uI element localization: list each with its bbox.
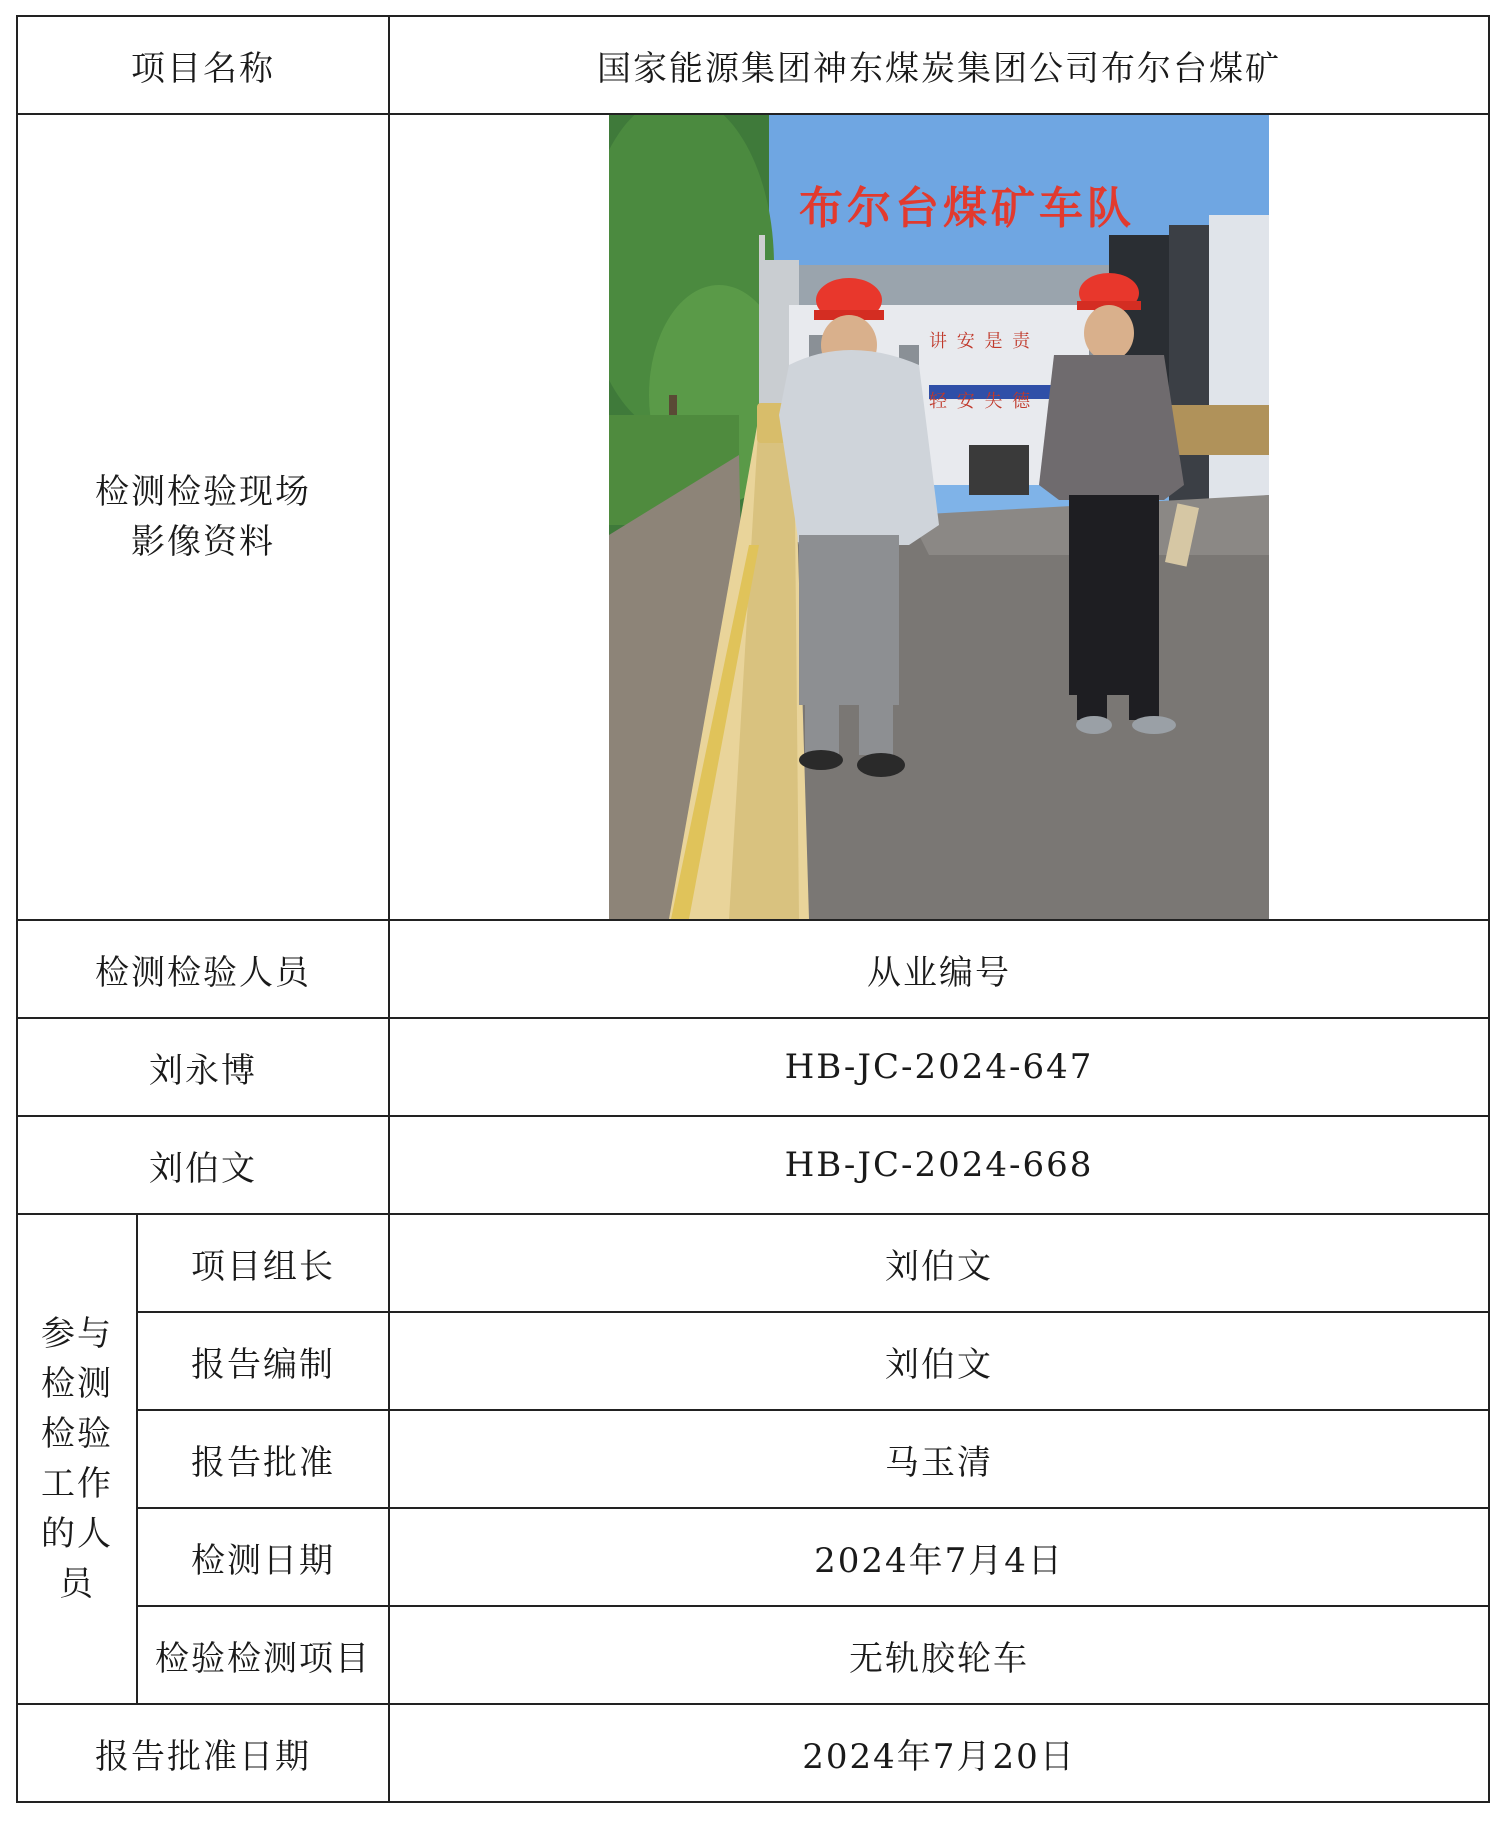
site-photo (609, 115, 1269, 919)
participant-row (17, 1214, 1489, 1312)
participant-value: 刘伯文 (389, 1214, 1489, 1312)
participant-role: 报告批准 (137, 1410, 389, 1508)
inspector-row (17, 1116, 1489, 1214)
gate-sign-text: 布尔台煤矿车队 (799, 183, 1135, 234)
site-photo-cell (389, 114, 1489, 920)
wall-slogan-bottom: 轻 安 失 德 (929, 391, 1033, 412)
photo-label-line2: 影像资料 (131, 522, 275, 562)
report-table (16, 15, 1490, 1803)
photo-label-cell (17, 114, 389, 920)
photo-row (17, 114, 1489, 920)
participant-row (17, 1312, 1489, 1410)
inspector-row (17, 1018, 1489, 1116)
participant-row (17, 1508, 1489, 1606)
project-name-label: 项目名称 (17, 16, 389, 114)
inspector-name: 刘永博 (17, 1018, 389, 1116)
project-row (17, 16, 1489, 114)
participant-role: 检测日期 (137, 1508, 389, 1606)
participant-role: 报告编制 (137, 1312, 389, 1410)
personnel-header-label: 检测检验人员 (17, 920, 389, 1018)
participant-row (17, 1410, 1489, 1508)
photo-label-line1: 检测检验现场 (95, 472, 311, 512)
group-label-line: 员 (59, 1564, 95, 1604)
project-name-value: 国家能源集团神东煤炭集团公司布尔台煤矿 (389, 16, 1489, 114)
inspector-name: 刘伯文 (17, 1116, 389, 1214)
group-label-line: 检测 (41, 1364, 113, 1404)
participant-role: 项目组长 (137, 1214, 389, 1312)
participants-group-label (17, 1214, 137, 1704)
wall-slogan-top: 讲 安 是 责 (929, 331, 1033, 352)
group-label-line: 的人 (41, 1514, 113, 1554)
approval-date-value: 2024年7月20日 (389, 1704, 1489, 1802)
personnel-header-row (17, 920, 1489, 1018)
participant-role: 检验检测项目 (137, 1606, 389, 1704)
approval-date-label: 报告批准日期 (17, 1704, 389, 1802)
participant-value: 无轨胶轮车 (389, 1606, 1489, 1704)
participant-value: 刘伯文 (389, 1312, 1489, 1410)
group-label-line: 工作 (41, 1464, 113, 1504)
participant-row (17, 1606, 1489, 1704)
inspector-id: HB-JC-2024-668 (389, 1116, 1489, 1214)
group-label-line: 参与 (41, 1314, 113, 1354)
personnel-header-value: 从业编号 (389, 920, 1489, 1018)
approval-date-row (17, 1704, 1489, 1802)
participant-value: 马玉清 (389, 1410, 1489, 1508)
participant-value: 2024年7月4日 (389, 1508, 1489, 1606)
group-label-line: 检验 (41, 1414, 113, 1454)
inspector-id: HB-JC-2024-647 (389, 1018, 1489, 1116)
